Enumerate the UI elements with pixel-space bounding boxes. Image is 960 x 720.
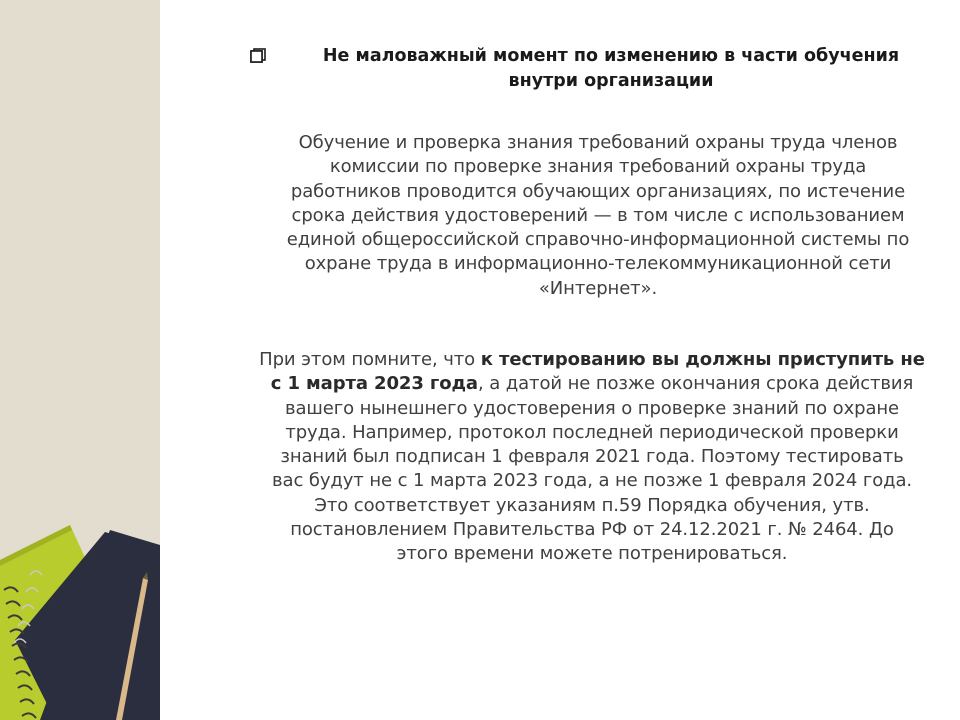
paragraph-line: этого времени можете потренироваться. bbox=[396, 543, 788, 565]
paragraph-line: вас будут не с 1 марта 2023 года, а не позже 1 февраля 2024 года. bbox=[272, 470, 912, 492]
heading-line-1: Не маловажный момент по изменению в части обучения bbox=[322, 46, 900, 66]
bold-date: с 1 марта 2023 года bbox=[270, 373, 478, 395]
paragraph-testing-deadline bbox=[222, 348, 960, 567]
paragraph-line: «Интернет». bbox=[538, 277, 658, 299]
paragraph-line: срока действия удостоверений — в том числе с использованием bbox=[291, 204, 905, 226]
paragraph-line bbox=[222, 348, 960, 372]
paragraph-line: постановлением Правительства РФ от 24.12.2021 г. № 2464. До bbox=[290, 519, 894, 541]
slide-content bbox=[200, 0, 960, 720]
paragraph-line: Это соответствует указаниям п.59 Порядка обучения, утв. bbox=[314, 494, 870, 516]
decorative-side-panel bbox=[0, 0, 160, 720]
checkbox-bullet-icon bbox=[248, 46, 268, 66]
paragraph-line: Обучение и проверка знания требований охраны труда членов bbox=[298, 132, 898, 153]
paragraph-line: труда. Например, протокол последней периодической проверки bbox=[285, 421, 899, 443]
paragraph-line: охране труда в информационно-телекоммуникационной сети bbox=[304, 253, 892, 275]
notebooks-photo bbox=[0, 0, 160, 720]
paragraph-line bbox=[222, 372, 960, 396]
heading-line-2: внутри организации bbox=[508, 71, 714, 91]
paragraph-line: вашего нынешнего удостоверения о проверке знаний по охране bbox=[284, 397, 900, 419]
normal-text: При этом помните, что bbox=[259, 349, 481, 370]
normal-text: , а датой не позже окончания срока действия bbox=[477, 373, 914, 395]
paragraph-line: единой общероссийской справочно-информационной системы по bbox=[286, 229, 910, 251]
paragraph-line: комиссии по проверке знания требований охраны труда bbox=[329, 156, 867, 178]
heading-text bbox=[296, 44, 926, 94]
paragraph-training-requirements bbox=[248, 131, 948, 301]
bold-text: к тестированию вы должны приступить не bbox=[480, 349, 925, 370]
paragraph-line: работников проводится обучающих организациях, по истечение bbox=[290, 180, 906, 202]
slide-heading bbox=[248, 44, 948, 94]
paragraph-line: знаний был подписан 1 февраля 2021 года. Поэтому тестировать bbox=[280, 446, 904, 468]
